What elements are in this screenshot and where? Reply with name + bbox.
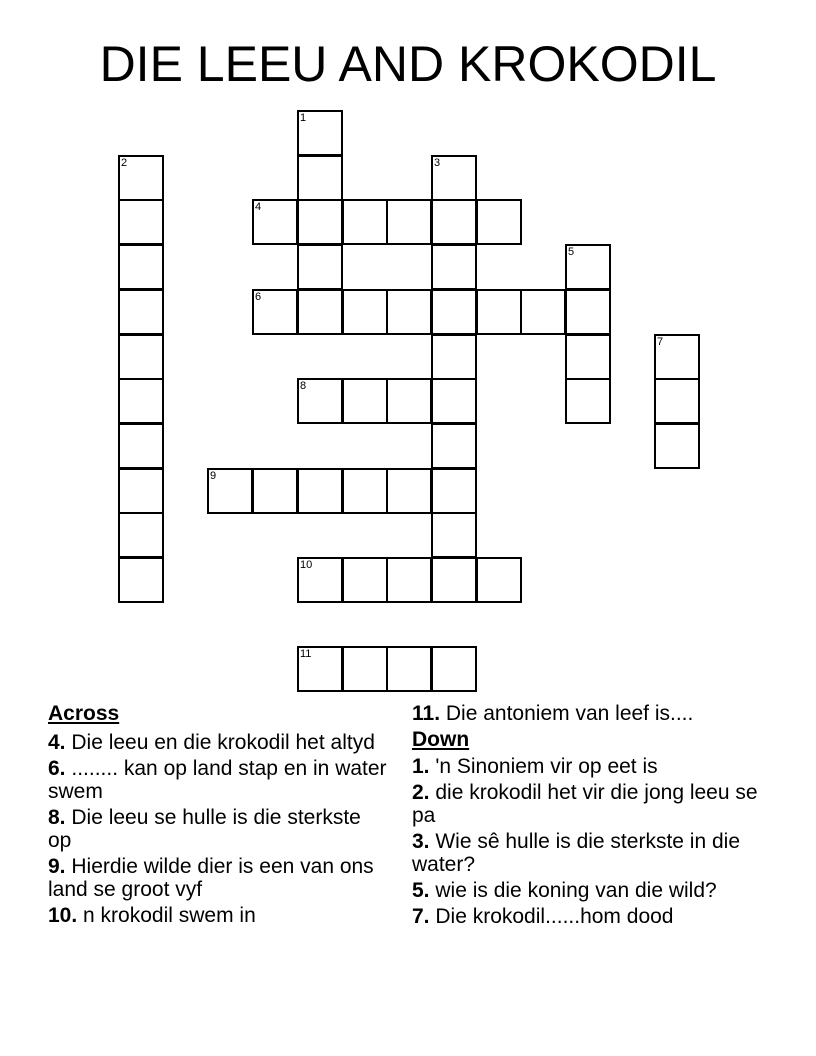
- cell-number: 6: [255, 291, 262, 303]
- grid-cell[interactable]: [118, 512, 164, 558]
- clue-text: ........ kan op land stap en in water swem: [48, 757, 387, 803]
- grid-cell[interactable]: [118, 199, 164, 245]
- grid-cell[interactable]: [431, 244, 477, 290]
- clue-number: 11.: [412, 702, 441, 725]
- grid-cell[interactable]: [252, 289, 298, 335]
- grid-cell[interactable]: [342, 646, 388, 692]
- grid-cell[interactable]: [118, 378, 164, 424]
- grid-cell[interactable]: [118, 155, 164, 201]
- grid-cell[interactable]: [431, 468, 477, 514]
- clue-text: Die antoniem van leef is....: [445, 702, 694, 725]
- clue-text: Hierdie wilde dier is een van ons land se groot vyf: [48, 855, 374, 901]
- cell-number: 11: [300, 648, 312, 660]
- grid-cell[interactable]: [431, 334, 477, 380]
- grid-cell[interactable]: [252, 199, 298, 245]
- cell-number: 4: [255, 201, 262, 213]
- grid-cell[interactable]: [431, 378, 477, 424]
- clue-number: 2.: [412, 781, 430, 804]
- clue-number: 5.: [412, 879, 430, 902]
- grid-cell[interactable]: [297, 378, 343, 424]
- grid-cell[interactable]: [118, 244, 164, 290]
- grid-cell[interactable]: [342, 199, 388, 245]
- grid-cell[interactable]: [565, 289, 611, 335]
- grid-cell[interactable]: [431, 646, 477, 692]
- grid-cell[interactable]: [476, 289, 522, 335]
- down-clue-3: [412, 830, 772, 876]
- grid-cell[interactable]: [431, 199, 477, 245]
- grid-cell[interactable]: [654, 378, 700, 424]
- down-heading: Down: [412, 728, 470, 751]
- clue-number: 6.: [48, 757, 66, 780]
- clue-number: 10.: [48, 904, 78, 927]
- clue-text: n krokodil swem in: [83, 904, 256, 927]
- cell-number: 9: [210, 470, 217, 482]
- clue-text: Die krokodil......hom dood: [435, 905, 674, 928]
- grid-cell[interactable]: [386, 378, 432, 424]
- across-clue-8: [48, 806, 388, 852]
- grid-cell[interactable]: [297, 155, 343, 201]
- across-clue-9: [48, 855, 388, 901]
- clue-text: wie is die koning van die wild?: [435, 879, 717, 902]
- grid-cell[interactable]: [654, 334, 700, 380]
- grid-cell[interactable]: [386, 289, 432, 335]
- clue-text: Wie sê hulle is die sterkste in die water?: [412, 830, 740, 876]
- clue-text: 'n Sinoniem vir op eet is: [435, 755, 658, 778]
- grid-cell[interactable]: [342, 557, 388, 603]
- grid-cell[interactable]: [118, 557, 164, 603]
- down-clue-5: [412, 879, 772, 902]
- grid-cell[interactable]: [297, 110, 343, 156]
- across-clue-10: [48, 904, 388, 927]
- clue-number: 1.: [412, 755, 430, 778]
- grid-cell[interactable]: [386, 199, 432, 245]
- clue-number: 9.: [48, 855, 66, 878]
- down-clue-1: [412, 755, 772, 778]
- grid-cell[interactable]: [297, 289, 343, 335]
- clue-text: Die leeu en die krokodil het altyd: [71, 731, 375, 754]
- across-clue-6: [48, 757, 388, 803]
- clue-number: 4.: [48, 731, 66, 754]
- clue-text: die krokodil het vir die jong leeu se pa: [412, 781, 758, 827]
- grid-cell[interactable]: [476, 557, 522, 603]
- cell-number: 1: [300, 112, 307, 124]
- grid-cell[interactable]: [252, 468, 298, 514]
- clues-right-column: [412, 702, 772, 931]
- cell-number: 10: [300, 559, 313, 571]
- grid-cell[interactable]: [431, 512, 477, 558]
- grid-cell[interactable]: [431, 557, 477, 603]
- grid-cell[interactable]: [297, 646, 343, 692]
- grid-cell[interactable]: [565, 378, 611, 424]
- grid-cell[interactable]: [342, 289, 388, 335]
- grid-cell[interactable]: [118, 468, 164, 514]
- across-clue-11: [412, 702, 772, 725]
- clue-text: Die leeu se hulle is die sterkste op: [48, 806, 361, 852]
- grid-cell[interactable]: [342, 468, 388, 514]
- grid-cell[interactable]: [297, 557, 343, 603]
- grid-cell[interactable]: [386, 557, 432, 603]
- cell-number: 5: [568, 246, 575, 258]
- down-clue-2: [412, 781, 772, 827]
- grid-cell[interactable]: [520, 289, 566, 335]
- grid-cell[interactable]: [118, 289, 164, 335]
- clues-left-column: [48, 702, 388, 930]
- grid-cell[interactable]: [431, 289, 477, 335]
- cell-number: 7: [657, 336, 664, 348]
- grid-cell[interactable]: [207, 468, 253, 514]
- grid-cell[interactable]: [297, 244, 343, 290]
- clue-number: 8.: [48, 806, 66, 829]
- cell-number: 8: [300, 380, 307, 392]
- clue-number: 3.: [412, 830, 430, 853]
- down-clue-7: [412, 905, 772, 928]
- grid-cell[interactable]: [297, 199, 343, 245]
- grid-cell[interactable]: [386, 468, 432, 514]
- grid-cell[interactable]: [342, 378, 388, 424]
- cell-number: 2: [121, 157, 128, 169]
- grid-cell[interactable]: [565, 244, 611, 290]
- grid-cell[interactable]: [654, 423, 700, 469]
- grid-cell[interactable]: [118, 423, 164, 469]
- grid-cell[interactable]: [386, 646, 432, 692]
- grid-cell[interactable]: [297, 468, 343, 514]
- clue-number: 7.: [412, 905, 430, 928]
- across-heading: Across: [48, 702, 120, 725]
- grid-cell[interactable]: [431, 155, 477, 201]
- across-clue-4: [48, 731, 388, 754]
- grid-cell[interactable]: [565, 334, 611, 380]
- cell-number: 3: [434, 157, 441, 169]
- grid-cell[interactable]: [476, 199, 522, 245]
- puzzle-title: DIE LEEU AND KROKODIL: [99, 36, 717, 92]
- grid-cell[interactable]: [118, 334, 164, 380]
- grid-cell[interactable]: [431, 423, 477, 469]
